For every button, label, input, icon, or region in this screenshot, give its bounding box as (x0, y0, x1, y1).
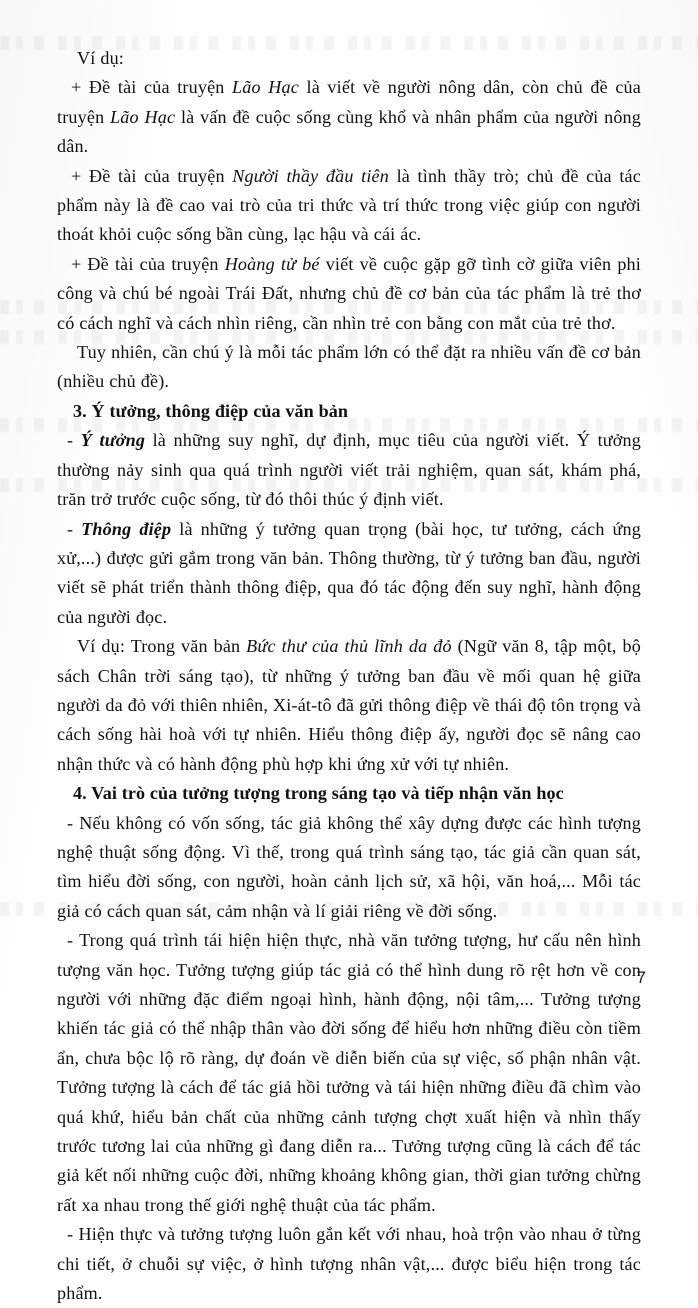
work-title-nguoi-thay-dau-tien: Người thầy đầu tiên (232, 165, 389, 186)
work-title-lao-hac-2: Lão Hạc (110, 106, 176, 127)
paragraph-thong-diep: - Thông điệp là những ý tưởng quan trọng (bài học, tư tưởng, cách ứng xử,...) được gửi gắm trong văn bản. Thông thường, từ ý tưởng ban đầu, người viết sẽ phát triển thành thông điệp, qua đó tác động đến suy nghĩ, hành động của người đọc. (57, 518, 641, 627)
work-title-buc-thu: Bức thư của thủ lĩnh da đỏ (246, 636, 452, 657)
paragraph-text: - Trong quá trình tái hiện hiện thực, nhà văn tưởng tượng, hư cấu nên hình tượng văn học. Tưởng tượng giúp tác giả có thể hình dung rõ rệt hơn về con người với những đặc điểm ngoại hình, hành động, nội tâm,... Tưởng tượng khiến tác giả có thể nhập thân vào đời sống để hiểu hơn những điều còn tiềm ẩn, chưa bộc lộ rõ ràng, dự đoán về diễn biến của sự việc, số phận nhân vật. Tưởng tượng là cách để tác giả hồi tưởng và tái hiện những điều đã chìm vào quá khứ, hiểu bản chất của những cảnh tượng chợt xuất hiện và nhìn thấy trước tương lai của những gì đang diễn ra... Tưởng tượng cũng là cách để tác giả kết nối những cuộc đời, những khoảng không gian, thời gian tưởng chừng rất xa nhau trong thế giới nghệ thuật của tác phẩm. (57, 930, 641, 1215)
paragraph-tuy-nhien (57, 338, 641, 397)
paragraph-example-label (57, 44, 641, 73)
term-y-tuong: Ý tưởng (80, 430, 146, 451)
paragraph-hien-thuc-tuong-tuong (57, 1220, 641, 1308)
work-title-lao-hac: Lão Hạc (232, 77, 299, 98)
paragraph-lao-hac: + Đề tài của truyện Lão Hạc là viết về người nông dân, còn chủ đề của truyện Lão Hạc là vấn đề cuộc sống cùng khổ và nhân phẩm của người nông dân. (57, 77, 641, 157)
paragraph-hoang-tu-be: + Đề tài của truyện Hoàng tử bé viết về cuộc gặp gỡ tình cờ giữa viên phi công và chú bé ngoài Trái Đất, nhưng chủ đề cơ bản của tác phẩm là trẻ thơ có cách nghĩ và cách nhìn riêng, cần nhìn trẻ con bằng con mắt của trẻ thơ. (57, 253, 641, 333)
paragraph-text: - Nếu không có vốn sống, tác giả không thể xây dựng được các hình tượng nghệ thuật sống động. Vì thế, trong quá trình sáng tạo, tác giả cần quan sát, tìm hiểu đời sống, con người, hoàn cảnh lịch sử, xã hội, văn hoá,... Mỗi tác giả có cách quan sát, cảm nhận và lí giải riêng về đời sống. (57, 812, 641, 921)
section-heading-3 (57, 397, 641, 426)
paragraph-von-song (57, 809, 641, 927)
term-thong-diep: Thông điệp (81, 518, 172, 539)
paragraph-vi-du-buc-thu: Ví dụ: Trong văn bản Bức thư của thủ lĩnh da đỏ (Ngữ văn 8, tập một, bộ sách Chân trời sáng tạo), từ những ý tưởng ban đầu về mối quan hệ giữa người da đỏ với thiên nhiên, Xi-át-tô đã gửi thông điệp về thái độ tôn trọng và cách sống hài hoà với tự nhiên. Hiểu thông điệp ấy, người đọc sẽ nâng cao nhận thức và có hành động phù hợp khi ứng xử với tự nhiên. (57, 636, 641, 774)
section-heading-4 (57, 779, 641, 808)
paragraph-text: - Hiện thực và tưởng tượng luôn gắn kết với nhau, hoà trộn vào nhau ở từng chi tiết, ở chuỗi sự việc, ở hình tượng nhân vật,... được biểu hiện trong tác phẩm. (57, 1224, 641, 1304)
work-title-hoang-tu-be: Hoàng tử bé (224, 253, 320, 274)
paragraph-text: Tuy nhiên, cần chú ý là mỗi tác phẩm lớn có thể đặt ra nhiều vấn đề cơ bản (nhiều chủ đề). (57, 342, 641, 392)
page-number: 7 (636, 968, 646, 987)
section-heading-text: 3. Ý tưởng, thông điệp của văn bản (73, 400, 349, 421)
paragraph-text: Ví dụ: (77, 48, 125, 68)
page-body-text (57, 44, 641, 1308)
paragraph-tai-hien-hien-thuc (57, 926, 641, 1220)
paragraph-nguoi-thay-dau-tien: + Đề tài của truyện Người thầy đầu tiên là tình thầy trò; chủ đề của tác phẩm này là đề cao vai trò của tri thức và trí thức trong việc giúp con người thoát khỏi cuộc sống bần cùng, lạc hậu và cái ác. (57, 165, 641, 245)
paragraph-y-tuong: - Ý tưởng là những suy nghĩ, dự định, mục tiêu của người viết. Ý tưởng thường nảy sinh qua quá trình người viết trải nghiệm, quan sát, khám phá, trăn trở trước cuộc sống, từ đó thôi thúc ý định viết. (57, 430, 641, 510)
section-heading-text: 4. Vai trò của tưởng tượng trong sáng tạo và tiếp nhận văn học (73, 783, 564, 804)
